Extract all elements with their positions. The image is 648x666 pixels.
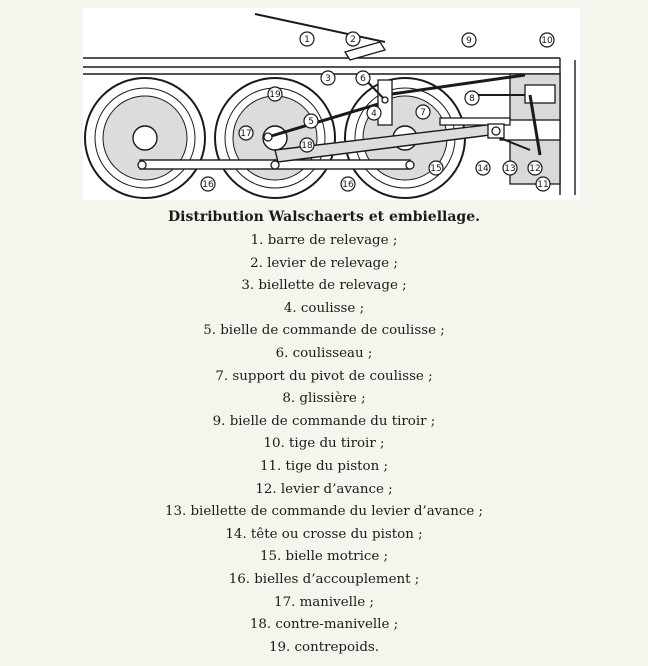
callout-4 xyxy=(367,106,381,120)
callout-16b xyxy=(341,177,355,191)
legend-item: 10. tige du tiroir ; xyxy=(263,436,385,452)
legend-item: 2. levier de relevage ; xyxy=(250,255,398,271)
callout-14 xyxy=(476,161,490,175)
diagram-svg xyxy=(0,0,648,205)
legend-item: 1. barre de relevage ; xyxy=(250,233,398,248)
svg-text:17: 17 xyxy=(240,129,252,139)
callout-5 xyxy=(304,114,318,128)
svg-text:9: 9 xyxy=(466,36,472,46)
svg-text:19: 19 xyxy=(269,90,281,100)
callout-11 xyxy=(536,177,550,191)
callout-7 xyxy=(416,105,430,119)
legend-item: 13. biellette de commande du levier d’avance ; xyxy=(164,504,484,520)
callout-1 xyxy=(300,32,314,46)
callout-8 xyxy=(465,91,479,105)
legend-item: 18. contre-manivelle ; xyxy=(249,617,399,633)
legend-item: 15. bielle motrice ; xyxy=(259,549,389,565)
svg-text:16: 16 xyxy=(202,180,214,190)
legend-item: 3. biellette de relevage ; xyxy=(241,278,407,294)
svg-text:2: 2 xyxy=(350,35,356,45)
legend-item: 19. contrepoids. xyxy=(268,639,380,655)
legend-item: 5. bielle de commande de coulisse ; xyxy=(203,323,445,339)
svg-text:5: 5 xyxy=(308,117,314,127)
legend-item: 17. manivelle ; xyxy=(274,594,374,610)
legend-item: 11. tige du piston ; xyxy=(260,458,388,474)
svg-text:10: 10 xyxy=(541,36,553,46)
legend-item: 16. bielles d’accouplement ; xyxy=(228,571,420,587)
callout-18 xyxy=(300,138,314,152)
legend-item: 4. coulisse ; xyxy=(283,300,365,316)
svg-text:7: 7 xyxy=(420,108,426,118)
callout-10 xyxy=(540,33,554,47)
callout-16a xyxy=(201,177,215,191)
callout-3 xyxy=(321,71,335,85)
svg-text:1: 1 xyxy=(304,35,310,45)
svg-text:13: 13 xyxy=(504,164,516,174)
svg-text:14: 14 xyxy=(477,164,489,174)
svg-text:18: 18 xyxy=(301,141,313,151)
walschaerts-diagram xyxy=(0,0,648,205)
legend-list xyxy=(0,230,648,659)
legend-item: 8. glissière ; xyxy=(282,391,366,407)
legend-item: 14. tête ou crosse du piston ; xyxy=(225,526,423,542)
callout-12 xyxy=(528,161,542,175)
svg-text:4: 4 xyxy=(371,109,377,119)
legend-item: 9. bielle de commande du tiroir ; xyxy=(212,413,436,429)
svg-text:15: 15 xyxy=(430,164,442,174)
svg-text:6: 6 xyxy=(360,74,366,84)
caption xyxy=(0,205,648,659)
svg-text:12: 12 xyxy=(529,164,541,174)
caption-title: Distribution Walschaerts et embiellage. xyxy=(168,209,480,225)
legend-item: 7. support du pivot de coulisse ; xyxy=(215,368,433,384)
svg-text:8: 8 xyxy=(469,94,475,104)
callout-13 xyxy=(503,161,517,175)
callout-2 xyxy=(346,32,360,46)
callout-9 xyxy=(462,33,476,47)
wheel-front xyxy=(85,78,205,198)
callout-17 xyxy=(239,126,253,140)
callout-6 xyxy=(356,71,370,85)
svg-text:3: 3 xyxy=(325,74,331,84)
callout-15 xyxy=(429,161,443,175)
legend-item: 12. levier d’avance ; xyxy=(255,481,393,497)
legend-item: 6. coulisseau ; xyxy=(275,345,373,361)
svg-text:16: 16 xyxy=(342,180,354,190)
callout-19 xyxy=(268,87,282,101)
svg-text:11: 11 xyxy=(537,180,549,190)
